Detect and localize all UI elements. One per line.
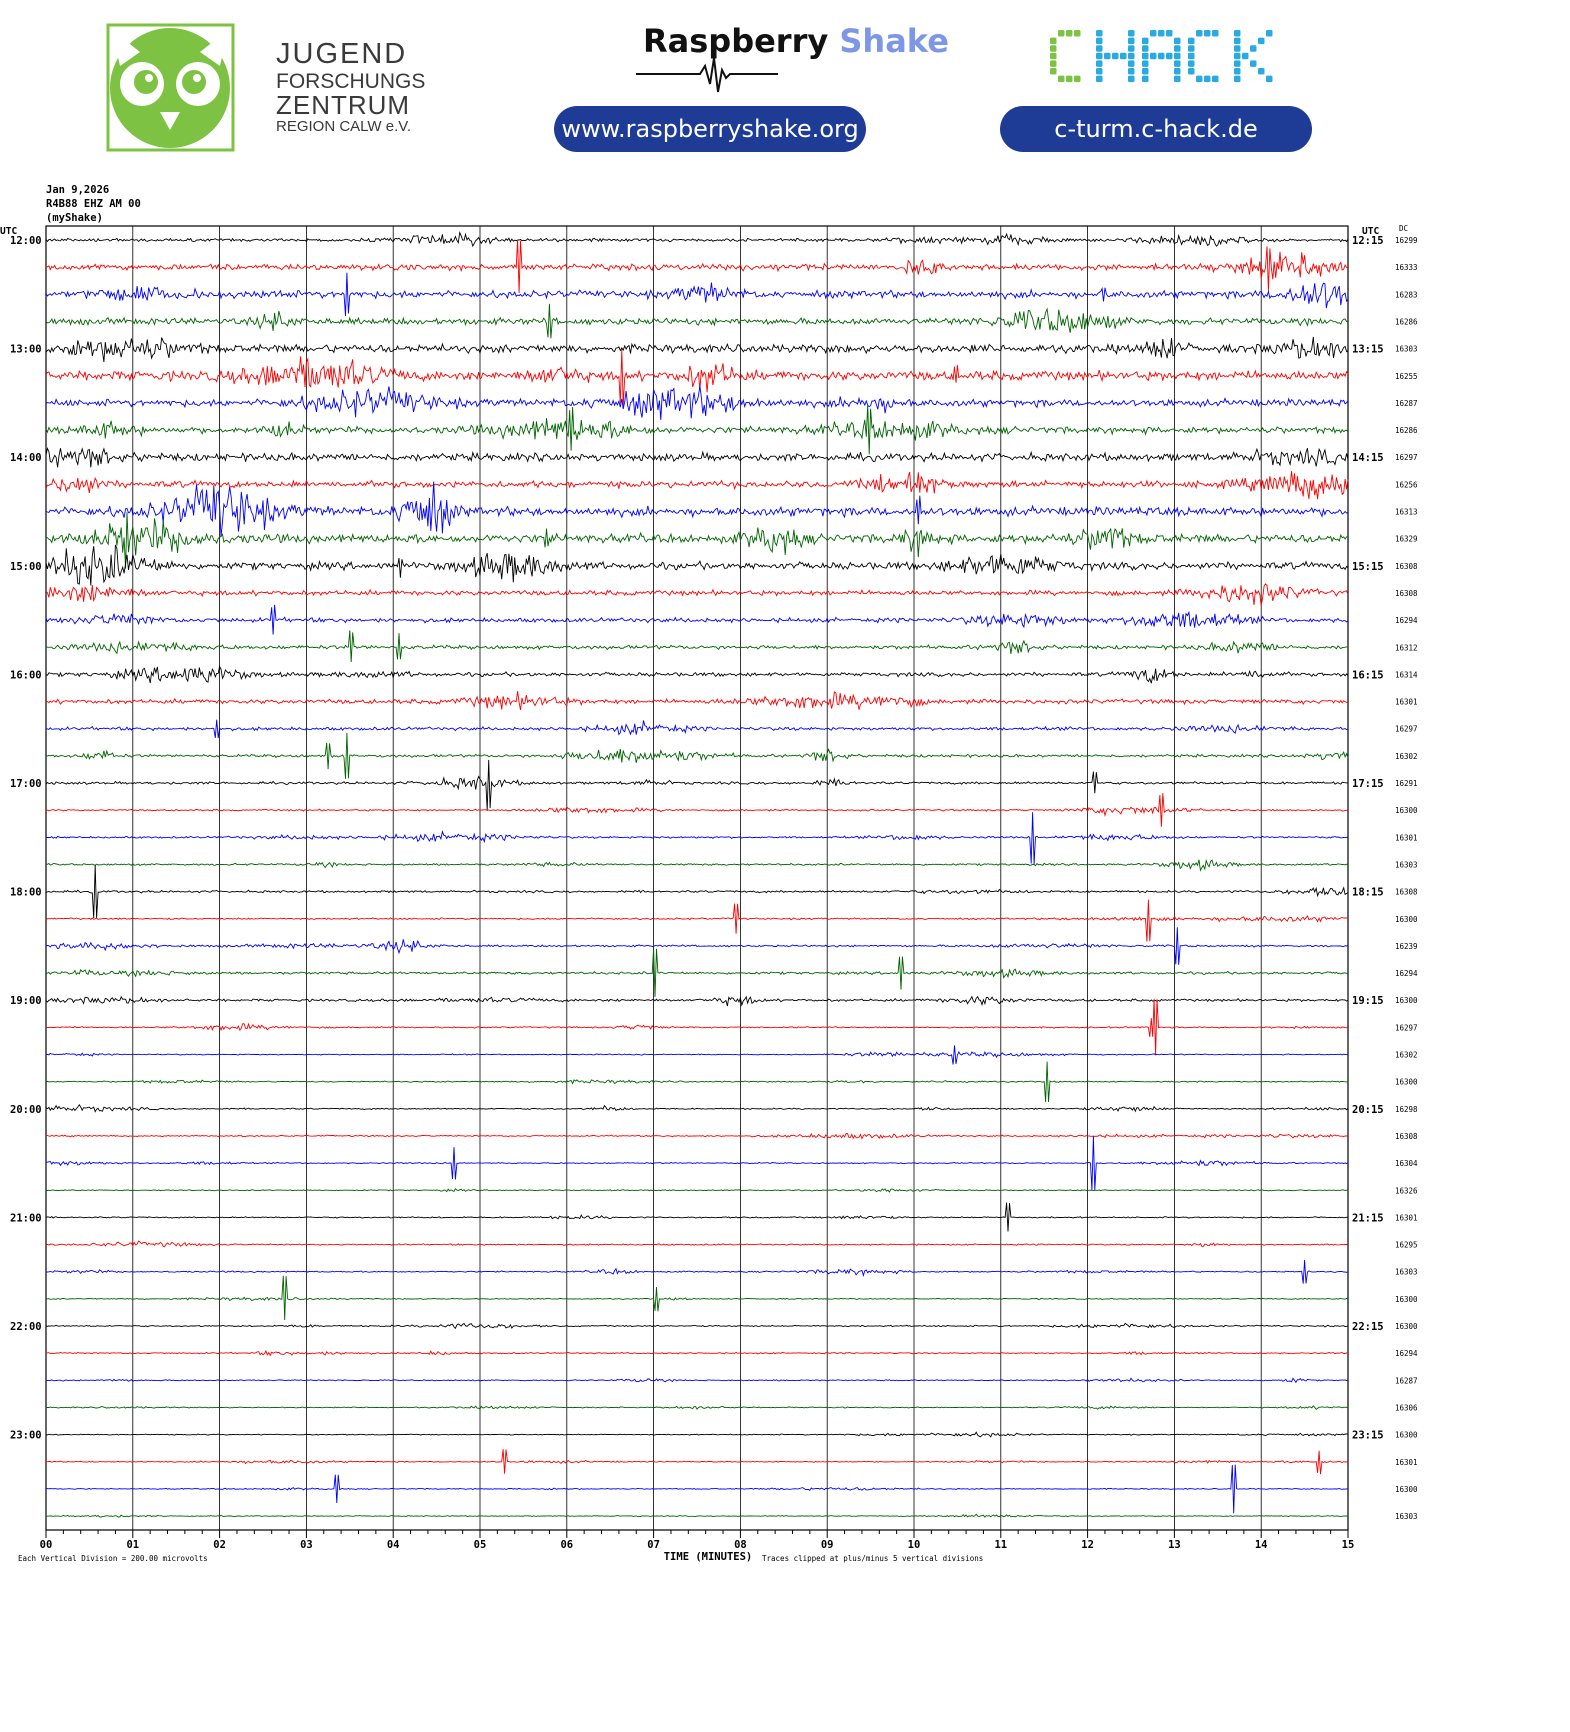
left-hour-label: 19:00 [10, 995, 42, 1008]
right-hour-label: 16:15 [1352, 669, 1384, 682]
trace-row [46, 512, 1348, 568]
dc-value-label: 16239 [1395, 941, 1418, 951]
right-hour-label: 13:15 [1352, 343, 1384, 356]
trace-row [46, 733, 1348, 779]
dc-value-label: 16301 [1395, 697, 1418, 707]
dc-value-label: 16300 [1395, 1484, 1418, 1494]
shake-word: Shake [839, 22, 949, 60]
left-hour-label: 22:00 [10, 1321, 42, 1333]
station-id: R4B88 EHZ AM 00 [46, 198, 141, 210]
left-hour-label: 21:00 [10, 1212, 42, 1225]
dc-value-label: 16301 [1395, 1457, 1418, 1467]
dc-value-label: 16302 [1395, 1050, 1418, 1060]
trace-row [46, 584, 1348, 606]
trace-row [46, 1203, 1348, 1232]
x-tick-label: 04 [386, 1539, 400, 1551]
dc-value-label: 16301 [1395, 833, 1418, 843]
left-hour-label: 20:00 [10, 1103, 42, 1116]
trace-row [46, 1062, 1348, 1102]
right-hour-label: 23:15 [1352, 1429, 1384, 1442]
x-tick-label: 13 [1168, 1539, 1181, 1551]
footer-clip-note: Traces clipped at plus/minus 5 vertical divisions [762, 1554, 984, 1563]
jfz-line-2: FORSCHUNGS [276, 70, 426, 93]
seismic-traces [46, 233, 1348, 1518]
dc-value-label: 16301 [1395, 1213, 1418, 1223]
raspberry-shake-url-link[interactable]: www.raspberryshake.org [554, 106, 866, 152]
dc-value-label: 16333 [1395, 263, 1418, 273]
left-hour-label: 16:00 [10, 669, 42, 682]
chart-grid [46, 226, 1348, 1538]
dc-value-label: 16300 [1395, 1077, 1418, 1087]
right-axis-label: UTC [1362, 226, 1380, 237]
left-hour-label: 12:00 [10, 235, 42, 247]
trace-row [46, 482, 1348, 538]
x-tick-label: 05 [473, 1539, 487, 1551]
trace-row [46, 860, 1348, 871]
chack-url-link[interactable]: c-turm.c-hack.de [1000, 106, 1312, 152]
left-hour-label: 23:00 [10, 1429, 42, 1442]
trace-row [46, 691, 1348, 710]
dc-value-label: 16297 [1395, 1023, 1418, 1033]
left-hour-label: 17:00 [10, 778, 42, 790]
trace-row [46, 1351, 1348, 1355]
trace-row [46, 240, 1348, 293]
dc-value-label: 16287 [1395, 1376, 1418, 1386]
dc-value-label: 16283 [1395, 290, 1418, 300]
trace-row [46, 448, 1348, 467]
right-hour-label: 20:15 [1352, 1103, 1384, 1116]
x-tick-label: 12 [1081, 1539, 1094, 1551]
x-tick-label: 15 [1341, 1539, 1355, 1551]
x-tick-label: 02 [213, 1539, 226, 1551]
x-axis-title: TIME (MINUTES) [663, 1551, 753, 1563]
trace-row [46, 812, 1348, 864]
left-hour-label: 18:00 [10, 886, 42, 899]
dc-value-label: 16302 [1395, 751, 1418, 761]
x-tick-label: 06 [560, 1539, 574, 1551]
dc-value-label: 16312 [1395, 643, 1418, 653]
dc-value-label: 16299 [1395, 236, 1418, 245]
dc-value-label: 16300 [1395, 806, 1418, 816]
dc-value-label: 16300 [1395, 1294, 1418, 1304]
trace-row [46, 349, 1348, 406]
x-tick-label: 07 [647, 1539, 660, 1551]
x-tick-label: 11 [994, 1539, 1008, 1551]
dc-value-label: 16298 [1395, 1104, 1418, 1114]
trace-row [46, 760, 1348, 810]
dc-value-label: 16313 [1395, 507, 1418, 517]
trace-row [46, 1260, 1348, 1284]
right-hour-label: 14:15 [1352, 452, 1384, 465]
dc-value-label: 16308 [1395, 887, 1418, 897]
dc-value-label: 16294 [1395, 969, 1418, 979]
trace-row [46, 999, 1348, 1056]
chart-labels [0, 184, 1418, 1563]
dc-value-label: 16326 [1395, 1186, 1418, 1196]
trace-row [46, 1432, 1348, 1437]
x-tick-label: 10 [907, 1539, 921, 1551]
trace-row [46, 1276, 1348, 1320]
x-tick-label: 14 [1254, 1539, 1268, 1551]
dc-value-label: 16291 [1395, 779, 1418, 788]
dc-value-label: 16286 [1395, 426, 1418, 436]
chart-date: Jan 9,2026 [46, 184, 110, 196]
dc-value-label: 16303 [1395, 344, 1418, 354]
dc-value-label: 16308 [1395, 588, 1418, 598]
trace-row [46, 1514, 1348, 1517]
x-tick-label: 09 [820, 1539, 834, 1551]
dc-value-label: 16297 [1395, 724, 1418, 734]
dc-value-label: 16295 [1395, 1240, 1418, 1250]
right-hour-label: 15:15 [1352, 560, 1384, 573]
trace-row [46, 1241, 1348, 1247]
dc-value-label: 16308 [1395, 561, 1418, 571]
left-hour-label: 13:00 [10, 343, 42, 356]
dc-value-label: 16300 [1395, 1430, 1418, 1440]
dc-value-label: 16256 [1395, 480, 1418, 490]
dc-value-label: 16306 [1395, 1403, 1418, 1413]
footer-scale-note: Each Vertical Division = 200.00 microvolts [18, 1554, 208, 1563]
right-hour-label: 12:15 [1352, 235, 1384, 247]
dc-value-label: 16255 [1395, 371, 1418, 381]
x-tick-label: 01 [126, 1539, 140, 1551]
left-hour-label: 15:00 [10, 560, 42, 573]
jfz-line-4: REGION CALW e.V. [276, 118, 412, 135]
trace-row [46, 405, 1348, 455]
trace-row [46, 273, 1348, 316]
trace-row [46, 666, 1348, 683]
dc-value-label: 16303 [1395, 860, 1418, 870]
chart-frame [46, 226, 1348, 1530]
raspberry-word: Raspberry [643, 22, 829, 60]
trace-row [46, 1378, 1348, 1382]
right-hour-label: 22:15 [1352, 1321, 1384, 1333]
dc-value-label: 16308 [1395, 1131, 1418, 1141]
dc-value-label: 16297 [1395, 453, 1418, 463]
dc-value-label: 16286 [1395, 317, 1418, 327]
right-hour-label: 19:15 [1352, 995, 1384, 1008]
dc-value-label: 16300 [1395, 1322, 1418, 1331]
dc-value-label: 16300 [1395, 996, 1418, 1006]
dc-value-label: 16300 [1395, 914, 1418, 924]
dc-value-label: 16314 [1395, 670, 1418, 680]
trace-row [46, 1189, 1348, 1192]
dc-value-label: 16304 [1395, 1159, 1418, 1169]
x-tick-label: 00 [39, 1539, 53, 1551]
trace-row [46, 337, 1348, 362]
trace-row [46, 1465, 1348, 1514]
data-source: (myShake) [46, 212, 103, 224]
left-axis-label: UTC [0, 226, 18, 237]
trace-row [46, 1406, 1348, 1410]
trace-row [46, 948, 1348, 997]
trace-row [46, 900, 1348, 942]
right-hour-label: 17:15 [1352, 778, 1384, 790]
dc-value-label: 16303 [1395, 1267, 1418, 1277]
trace-row [46, 1449, 1348, 1474]
x-tick-label: 08 [734, 1539, 747, 1551]
trace-row [46, 997, 1348, 1006]
trace-row [46, 865, 1348, 918]
trace-row [46, 386, 1348, 420]
right-hour-label: 21:15 [1352, 1212, 1384, 1225]
trace-row [46, 1045, 1348, 1064]
dc-value-label: 16287 [1395, 398, 1418, 408]
trace-row [46, 1136, 1348, 1190]
trace-row [46, 545, 1348, 586]
dc-header-label: DC [1399, 224, 1409, 233]
jfz-line-3: ZENTRUM [276, 90, 411, 120]
trace-row [46, 1105, 1348, 1112]
trace-row [46, 233, 1348, 247]
dc-value-label: 16303 [1395, 1512, 1418, 1522]
trace-row [46, 793, 1348, 827]
trace-row [46, 927, 1348, 965]
right-hour-label: 18:15 [1352, 886, 1384, 899]
dc-value-label: 16294 [1395, 616, 1418, 626]
dc-value-label: 16294 [1395, 1349, 1418, 1359]
x-tick-label: 03 [300, 1539, 313, 1551]
jfz-line-1: JUGEND [276, 38, 408, 70]
trace-row [46, 304, 1348, 339]
trace-row [46, 1323, 1348, 1328]
trace-row [46, 630, 1348, 662]
trace-row [46, 720, 1348, 739]
dc-value-label: 16329 [1395, 534, 1418, 544]
left-hour-label: 14:00 [10, 452, 42, 465]
trace-row [46, 1134, 1348, 1139]
trace-row [46, 605, 1348, 635]
